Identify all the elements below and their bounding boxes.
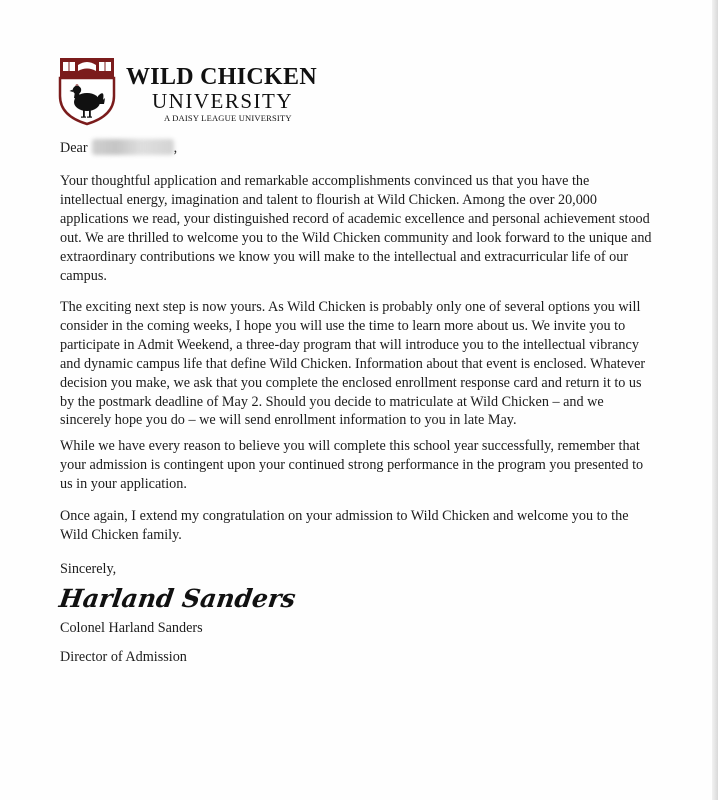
university-wordmark — [126, 64, 316, 124]
salutation-suffix: , — [173, 140, 178, 156]
page-edge-shadow — [712, 0, 718, 800]
closing: Sincerely, — [60, 561, 117, 577]
paragraph-congratulations: Once again, I extend my congratulation on your admission to Wild Chicken and welcome you to the Wild Chicken family. — [60, 508, 629, 543]
signer-title: Director of Admission — [60, 649, 187, 665]
redacted-recipient-name — [92, 139, 174, 155]
signer-name: Colonel Harland Sanders — [60, 620, 203, 636]
handwritten-signature — [57, 580, 298, 616]
university-tagline: A DAISY LEAGUE UNIVERSITY — [164, 113, 292, 123]
paragraph-contingency: While we have every reason to believe you will complete this school year successfully, remember that your admission is contingent upon your continued strong performance in the program you presented to us in your application. — [60, 438, 644, 492]
salutation-prefix: Dear — [60, 140, 88, 156]
letterhead — [58, 56, 318, 126]
chicken-shield-crest-icon — [58, 56, 116, 126]
signature-text: Harland Sanders — [57, 583, 298, 613]
salutation — [60, 139, 177, 157]
paragraph-welcome: Your thoughtful application and remarkable accomplishments convinced us that you have the intellectual energy, imagination and talent to flourish at Wild Chicken. Among the over 20,000 applications we read, your distinguished record of academic excellence and personal achievement stood out. We are thrilled to welcome you to the Wild Chicken community and look forward to the unique and extraordinary contributions we know you will make to the intellectual and extracurricular life of our campus. — [60, 173, 652, 284]
university-name: WILD CHICKEN — [126, 64, 317, 90]
paragraph-next-steps: The exciting next step is now yours. As Wild Chicken is probably only one of several options you will consider in the coming weeks, I hope you will use the time to learn more about us. We invite you to participate in Admit Weekend, a three-day program that will introduce you to the intellectual vibrancy and dynamic campus life that define Wild Chicken. Information about that event is enclosed. Whatever decision you make, we ask that you complete the enclosed enrollment response card and return it to us by the postmark deadline of May 2. Should you decide to matriculate at Wild Chicken – and we sincerely hope you do – we will send enrollment information to you in late May. — [60, 299, 646, 429]
university-label: UNIVERSITY — [152, 89, 293, 113]
